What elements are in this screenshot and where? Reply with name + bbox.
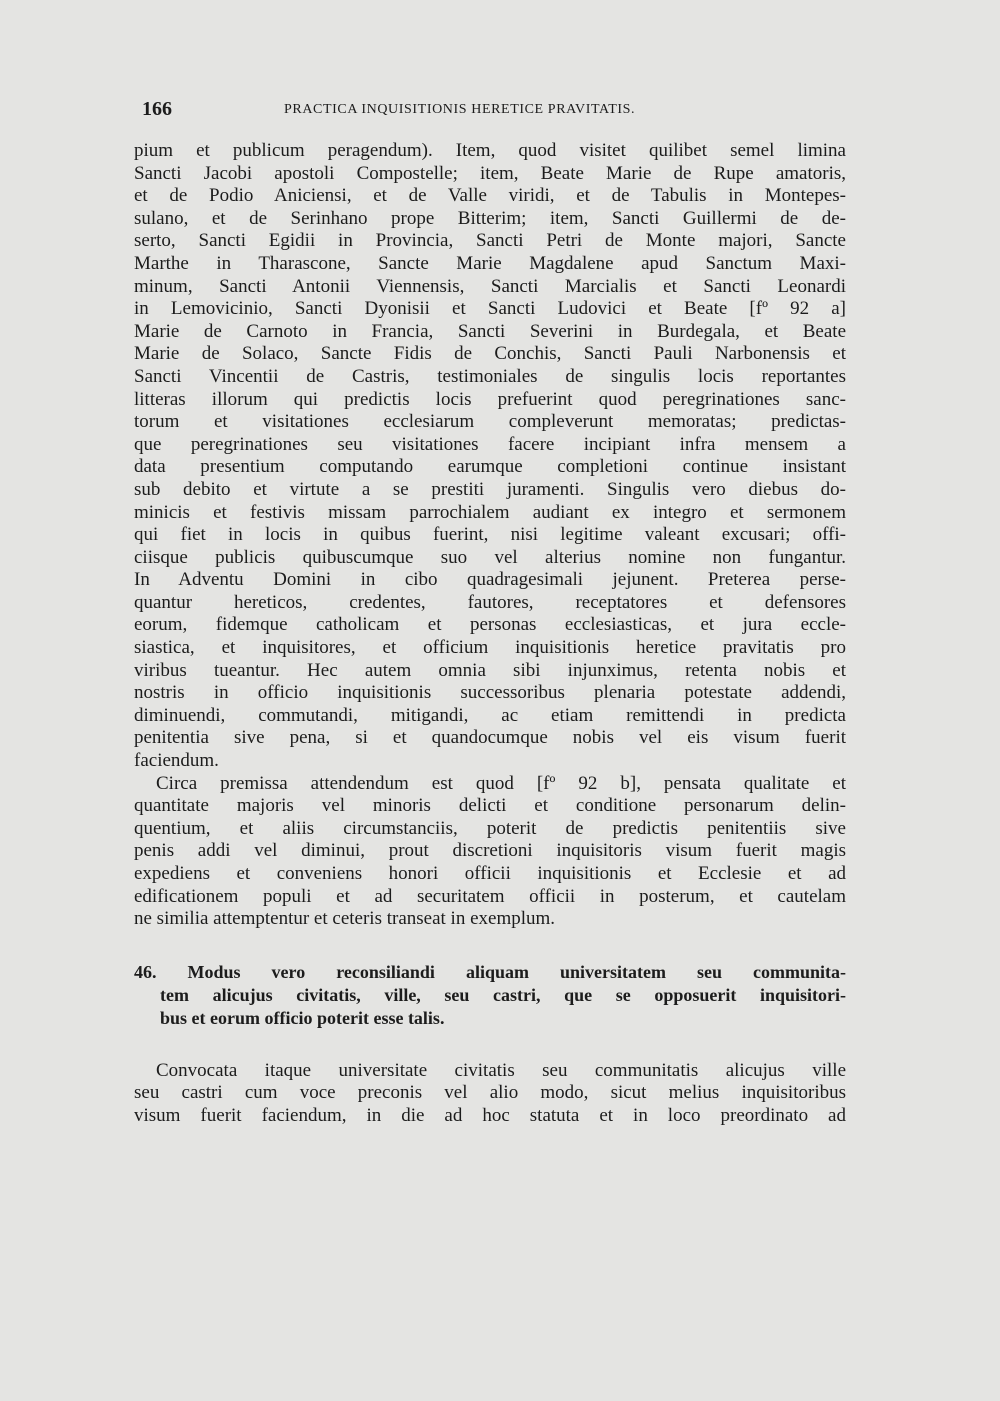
text-line: quentium, et aliis circumstanciis, poterit de predictis penitentiis sive xyxy=(134,817,846,839)
text-line: diminuendi, commutandi, mitigandi, ac etiam remittendi in predicta xyxy=(134,704,846,726)
text-line: nostris in officio inquisitionis successoribus plenaria potestate addendi, xyxy=(134,682,846,704)
text-line: ne similia attemptentur et ceteris transeat in exemplum. xyxy=(134,908,556,930)
text-line: tem alicujus civitatis, ville, seu castri, que se opposuerit inquisitori- xyxy=(160,984,846,1005)
text-line: eorum, fidemque catholicam et personas ecclesiasticas, et jura eccle- xyxy=(134,614,846,636)
text-line: sub debito et virtute a se prestiti juramenti. Singulis vero diebus do- xyxy=(134,478,846,500)
text-line: quantitate majoris vel minoris delicti et conditione personarum delin- xyxy=(134,795,846,817)
text-line: 46. Modus vero reconsiliandi aliquam universitatem seu communita- xyxy=(134,961,846,982)
text-line: penis addi vel diminui, prout discretioni inquisitoris visum fuerit magis xyxy=(134,840,846,862)
text-line: minum, Sancti Antonii Viennensis, Sancti Marcialis et Sancti Leonardi xyxy=(134,275,846,297)
text-line: siastica, et inquisitores, et officium inquisitionis heretice pravitatis pro xyxy=(134,637,846,659)
text-line: Circa premissa attendendum est quod [fº 92 b], pensata qualitate et xyxy=(156,772,846,794)
text-line: que peregrinationes seu visitationes facere incipiant infra mensem a xyxy=(134,433,846,455)
text-line: Marie de Solaco, Sancte Fidis de Conchis, Sancti Pauli Narbonensis et xyxy=(134,343,846,365)
text-line: Convocata itaque universitate civitatis seu communitatis alicujus ville xyxy=(156,1059,846,1081)
text-line: penitentia sive pena, si et quandocumque nobis vel eis visum fuerit xyxy=(134,727,846,749)
paragraph-2 xyxy=(134,773,846,931)
page-number: 166 xyxy=(142,98,172,120)
text-line: Marthe in Tharascone, Sancte Marie Magdalene apud Sanctum Maxi- xyxy=(134,252,846,274)
text-line: visum fuerit faciendum, in die ad hoc statuta et in loco preordinato ad xyxy=(134,1104,846,1126)
text-line: data presentium computando earumque completioni continue insistant xyxy=(134,456,846,478)
text-line: ciisque publicis quibuscumque suo vel alterius nomine non fungantur. xyxy=(134,546,846,568)
running-title: PRACTICA INQUISITIONIS HERETICE PRAVITATIS. xyxy=(284,102,636,117)
text-line: expediens et conveniens honori officii inquisitionis et Ecclesie et ad xyxy=(134,863,846,884)
text-line: litteras illorum qui predictis locis prefuerint quod peregrinationes sanc- xyxy=(134,388,846,410)
page-header xyxy=(142,98,842,122)
text-line: quantur hereticos, credentes, fautores, receptatores et defensores xyxy=(134,591,846,613)
text-line: Marie de Carnoto in Francia, Sancti Severini in Burdegala, et Beate xyxy=(134,320,846,342)
body-text xyxy=(134,140,846,1128)
paragraph-1 xyxy=(134,140,846,773)
text-line: et de Podio Aniciensi, et de Valle viridi, et de Tabulis in Montepes- xyxy=(134,185,846,207)
section-46-heading xyxy=(134,961,846,1030)
text-line: Sancti Jacobi apostoli Compostelle; item, Beate Marie de Rupe amatoris, xyxy=(134,162,846,184)
section-gap xyxy=(134,1030,846,1060)
text-line: faciendum. xyxy=(134,750,219,772)
text-line: viribus tueantur. Hec autem omnia sibi injunximus, retenta nobis et xyxy=(134,659,846,681)
text-line: In Adventu Domini in cibo quadragesimali jejunent. Preterea perse- xyxy=(134,569,846,591)
text-line: in Lemovicinio, Sancti Dyonisii et Sancti Ludovici et Beate [fº 92 a] xyxy=(134,298,846,320)
text-line: minicis et festivis missam parrochialem audiant ex integro et sermonem xyxy=(134,501,846,523)
text-line: sulano, et de Serinhano prope Bitterim; item, Sancti Guillermi de de- xyxy=(134,207,846,229)
paragraph-3 xyxy=(134,1060,846,1128)
text-line: torum et visitationes ecclesiarum compleverunt memoratas; predictas- xyxy=(134,411,846,433)
text-line: edificationem populi et ad securitatem officii in posterum, et cautelam xyxy=(134,885,846,907)
text-line: seu castri cum voce preconis vel alio modo, sicut melius inquisitoribus xyxy=(134,1082,846,1104)
text-line: qui fiet in locis in quibus fuerint, nisi legitime valeant excusari; offi- xyxy=(134,524,846,546)
text-line: Sancti Vincentii de Castris, testimoniales de singulis locis reportantes xyxy=(134,365,846,387)
text-line: serto, Sancti Egidii in Provincia, Sancti Petri de Monte majori, Sancte xyxy=(134,230,846,252)
text-line: bus et eorum officio poterit esse talis. xyxy=(160,1007,445,1028)
text-line: pium et publicum peragendum). Item, quod visitet quilibet semel limina xyxy=(134,140,846,161)
section-gap xyxy=(134,931,846,961)
